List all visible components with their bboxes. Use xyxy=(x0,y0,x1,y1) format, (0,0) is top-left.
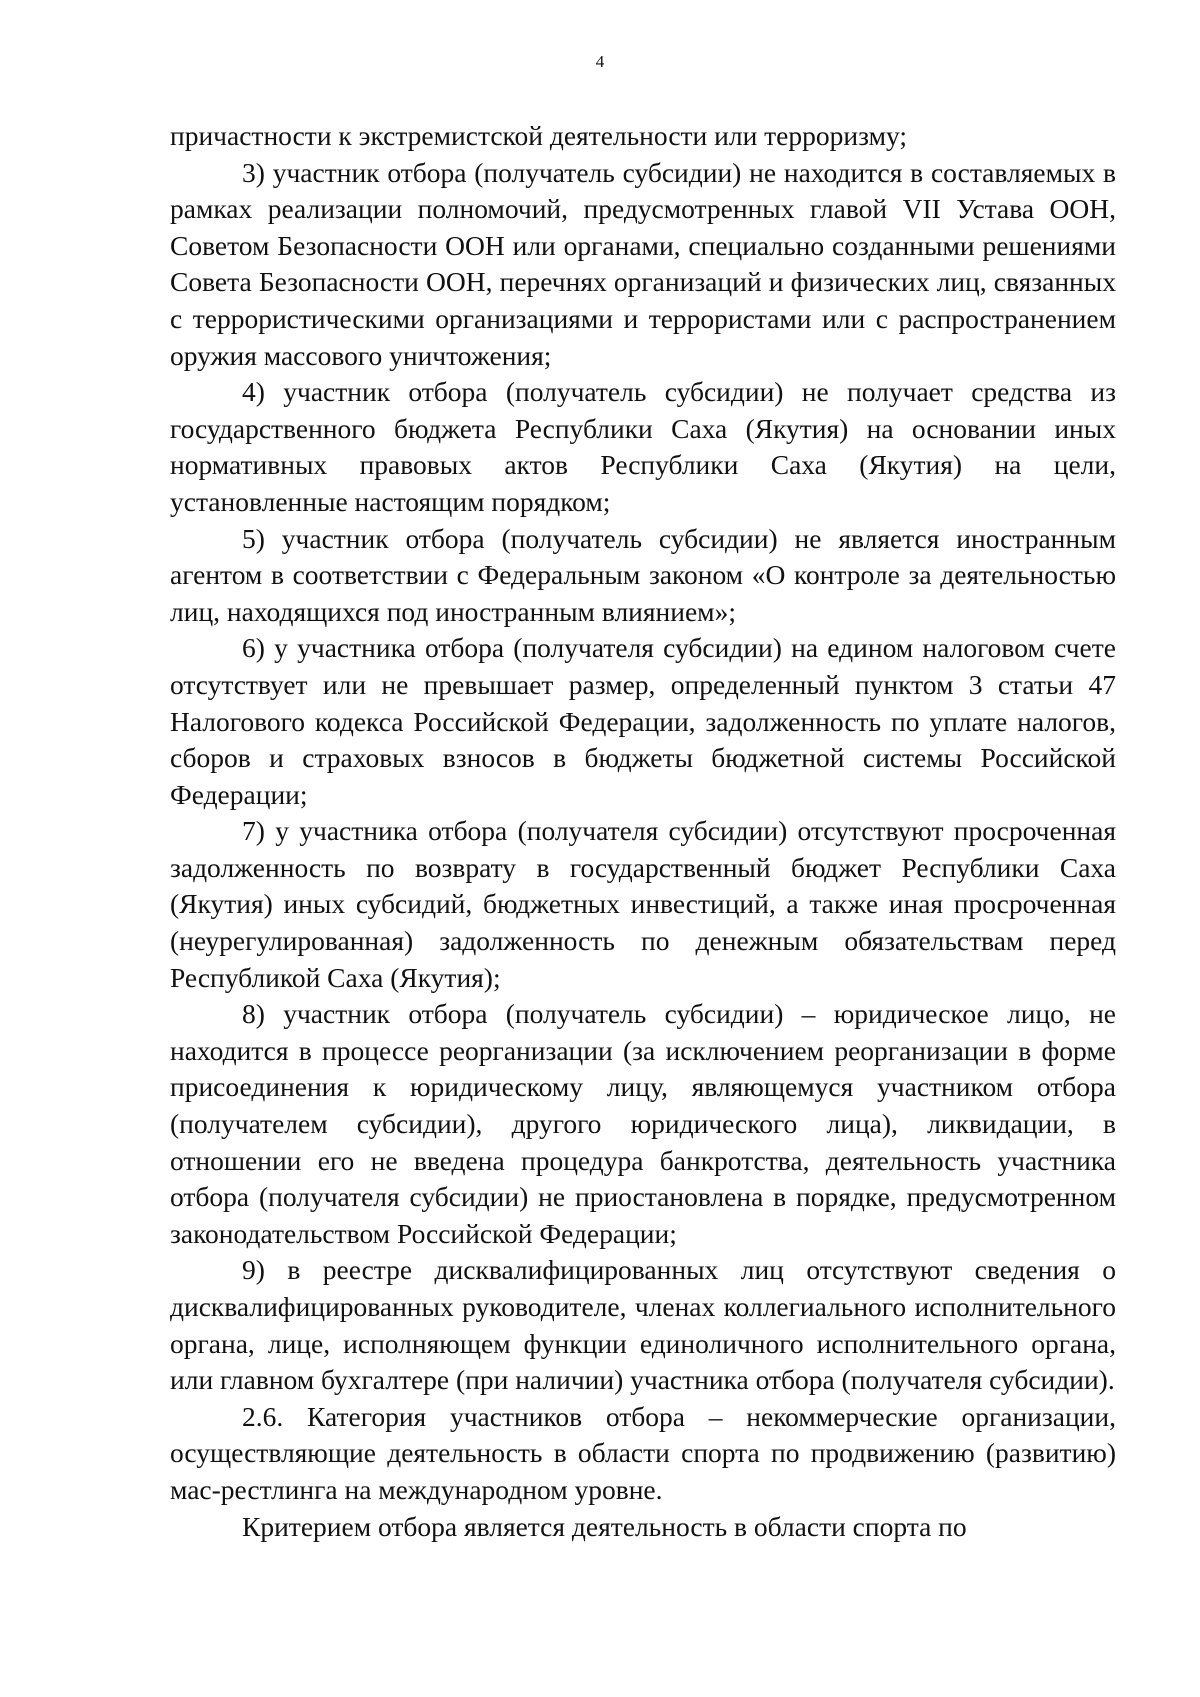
document-body xyxy=(170,118,1116,1545)
paragraph-item-9: 9) в реестре дисквалифицированных лиц отсутствуют сведения о дисквалифицированных руководителе, членах коллегиального исполнительного органа, лице, исполняющем функции единоличного исполнительного органа, или главном бухгалтере (при наличии) участника отбора (получателя субсидии). xyxy=(170,1254,1116,1396)
paragraph-item-4: 4) участник отбора (получатель субсидии) не получает средства из государственного бюджета Республики Саха (Якутия) на основании иных нормативных правовых актов Республики Саха (Якутия) на цели, установленные настоящим порядком; xyxy=(170,376,1116,517)
paragraph-continuation: причастности к экстремистской деятельности или терроризму; xyxy=(170,120,908,151)
paragraph-item-7: 7) у участника отбора (получателя субсидии) отсутствуют просроченная задолженность по возврату в государственный бюджет Республики Саха (Якутия) иных субсидий, бюджетных инвестиций, а также иная просроченная (неурегулированная) задолженность по денежным обязательствам перед Республикой Саха (Якутия); xyxy=(170,815,1116,993)
paragraph-selection-criterion: Критерием отбора является деятельность в области спорта по xyxy=(242,1510,967,1542)
paragraph-item-6: 6) у участника отбора (получателя субсидии) на едином налоговом счете отсутствует или не превышает размер, определенный пунктом 3 статьи 47 Налогового кодекса Российской Федерации, задолженность по уплате налогов, сборов и страховых взносов в бюджеты бюджетной системы Российской Федерации; xyxy=(170,632,1116,810)
paragraph-section-2-6: 2.6. Категория участников отбора – некоммерческие организации, осуществляющие деятельность в области спорта по продвижению (развитию) мас-рестлинга на международном уровне. xyxy=(170,1400,1116,1505)
paragraph-item-8: 8) участник отбора (получатель субсидии) – юридическое лицо, не находится в процессе реорганизации (за исключением реорганизации в форме присоединения к юридическому лицу, являющемуся участником отбора (получателем субсидии), другого юридического лица), ликвидации, в отношении его не введена процедура банкротства, деятельность участника отбора (получателя субсидии) не приостановлена в порядке, предусмотренном законодательством Российской Федерации; xyxy=(170,998,1116,1249)
paragraph-item-3: 3) участник отбора (получатель субсидии) не находится в составляемых в рамках реализации полномочий, предусмотренных главой VII Устава ООН, Советом Безопасности ООН или органами, специально созданными решениями Совета Безопасности ООН, перечнях организаций и физических лиц, связанных с террористическими организациями и террористами или с распространением оружия массового уничтожения; xyxy=(170,156,1116,371)
page-number: 4 xyxy=(595,52,605,71)
paragraph-item-5: 5) участник отбора (получатель субсидии) не является иностранным агентом в соответствии с Федеральным законом «О контроле за деятельностью лиц, находящихся под иностранным влиянием»; xyxy=(170,522,1116,627)
